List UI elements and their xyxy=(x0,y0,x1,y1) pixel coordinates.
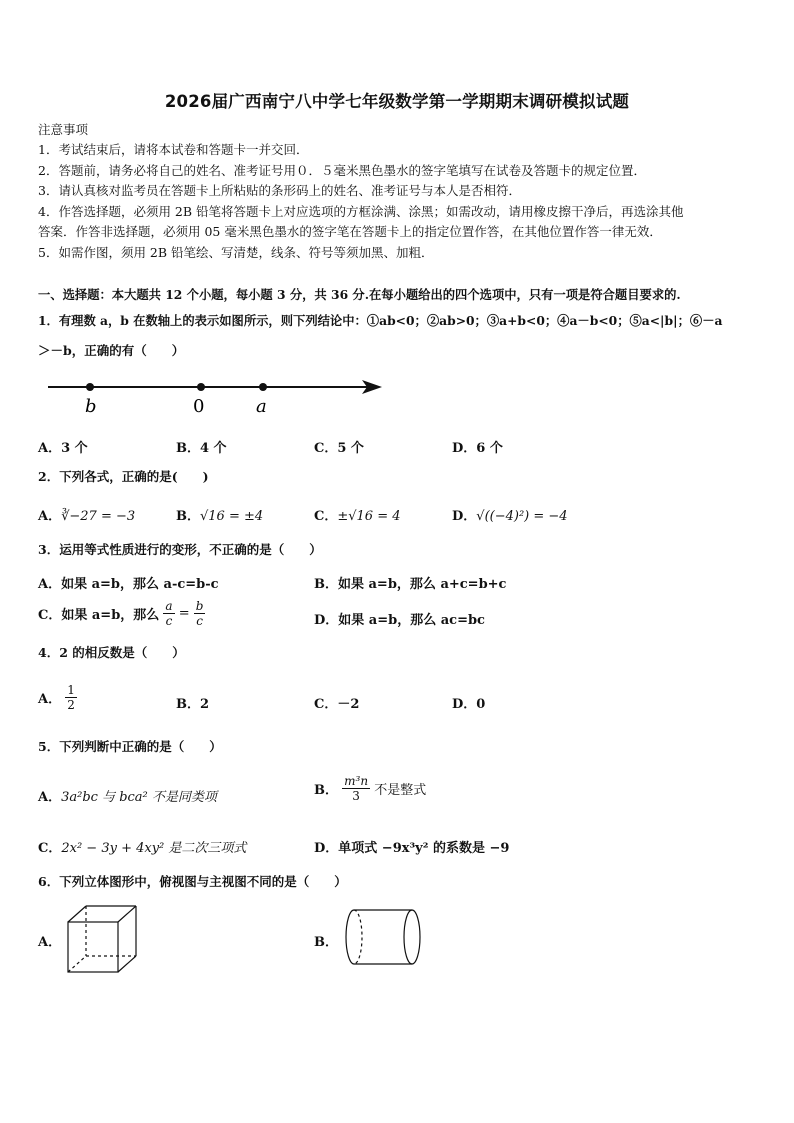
cylinder-figure xyxy=(340,904,424,970)
q5-option-d: D．单项式 −9x³y² 的系数是 −9 xyxy=(314,841,510,856)
q1-option-a: A．3 个 xyxy=(38,441,88,456)
q5-option-c: C．2x² − 3y + 4xy² 是二次三项式 xyxy=(38,841,247,856)
question-1-stem-cont: ＞－b，正确的有（ ） xyxy=(38,343,185,358)
q4-option-c: C．－2 xyxy=(314,697,360,712)
q6-option-a-label: A． xyxy=(38,935,62,950)
cylinder-right-face xyxy=(404,910,420,964)
question-4-stem: 4．2 的相反数是（ ） xyxy=(38,645,185,660)
question-2-stem: 2．下列各式，正确的是( ) xyxy=(38,469,209,484)
section-heading: 一、选择题：本大题共 12 个小题，每小题 3 分，共 36 分.在每小题给出的四个选项中，只有一项是符合题目要求的. xyxy=(38,287,681,302)
label-b: b xyxy=(85,396,97,417)
q6-option-b-label: B． xyxy=(314,935,338,950)
question-6-stem: 6．下列立体图形中，俯视图与主视图不同的是（ ） xyxy=(38,874,347,889)
point-zero xyxy=(197,383,205,391)
q5-option-b: B． $\frac{\text{m³n}}{3}$ 不是整式 xyxy=(314,774,427,803)
point-a xyxy=(259,383,267,391)
fraction-b-over-c: $\frac{b}{c}$ xyxy=(195,599,204,628)
notice-item: 5．如需作图，须用 2B 铅笔绘、写清楚，线条、符号等须加黑、加粗． xyxy=(38,245,434,260)
q1-option-c: C．5 个 xyxy=(314,441,364,456)
label-zero: 0 xyxy=(193,396,205,417)
notice-item: 答案．作答非选择题，必须用 05 毫米黑色墨水的签字笔在答题卡上的指定位置作答，在其他位置作答一律无效． xyxy=(38,224,662,239)
fraction-one-half: $\frac{1}{2}$ xyxy=(67,683,75,712)
q2-option-d: D．√((−4)²) = −4 xyxy=(452,509,568,524)
cylinder-left-hidden-edge xyxy=(354,910,362,964)
question-3-stem: 3．运用等式性质进行的变形，不正确的是（ ） xyxy=(38,542,322,557)
point-b xyxy=(86,383,94,391)
q4-option-d: D．0 xyxy=(452,697,486,712)
q3-option-a: A．如果 a=b，那么 a-c=b-c xyxy=(38,577,219,592)
q3-option-d: D．如果 a=b，那么 ac=bc xyxy=(314,613,485,628)
question-1-stem: 1．有理数 a，b 在数轴上的表示如图所示，则下列结论中：①ab<0；②ab>0；③a+b<0；④a－b<0；⑤a<|b|；⑥－a xyxy=(38,313,723,328)
q2-option-a: A．∛−27 = −3 xyxy=(38,509,136,524)
q4-option-a: A． $\frac{1}{2}$ xyxy=(38,683,75,712)
q3-option-c: C．如果 a=b，那么 $\frac{a}{c}$ = $\frac{b}{c}$ xyxy=(38,599,204,628)
question-5-stem: 5．下列判断中正确的是（ ） xyxy=(38,739,222,754)
fraction-m3n-over-3: $\frac{\text{m³n}}{3}$ xyxy=(344,774,369,803)
q2-option-c: C．±√16 = 4 xyxy=(314,509,401,524)
q1-option-b: B．4 个 xyxy=(176,441,227,456)
q3-option-b: B．如果 a=b，那么 a+c=b+c xyxy=(314,577,507,592)
cube-figure xyxy=(64,902,140,976)
notice-item: 3．请认真核对监考员在答题卡上所粘贴的条形码上的姓名、准考证号与本人是否相符． xyxy=(38,183,521,198)
number-line-figure xyxy=(40,372,390,420)
label-a: a xyxy=(256,396,267,417)
cube-front-face xyxy=(68,922,118,972)
notice-heading: 注意事项 xyxy=(38,122,89,137)
notice-item: 4．作答选择题，必须用 2B 铅笔将答题卡上对应选项的方框涂满、涂黑；如需改动，请用橡皮擦干净后，再选涂其他 xyxy=(38,204,684,219)
notice-item: 2．答题前，请务必将自己的姓名、准考证号用０．５毫米黑色墨水的签字笔填写在试卷及答题卡的规定位置． xyxy=(38,163,646,178)
fraction-a-over-c: $\frac{a}{c}$ xyxy=(165,599,173,628)
q5-option-a: A．3a²bc 与 bca² 不是同类项 xyxy=(38,790,217,805)
page-title: 2026届广西南宁八中学七年级数学第一学期期末调研模拟试题 xyxy=(164,92,630,111)
notice-item: 1．考试结束后，请将本试卷和答题卡一并交回． xyxy=(38,142,309,157)
cylinder-left-edge xyxy=(346,910,354,964)
q2-option-b: B．√16 = ±4 xyxy=(176,509,264,524)
q4-option-b: B．2 xyxy=(176,697,210,712)
q1-option-d: D．6 个 xyxy=(452,441,503,456)
